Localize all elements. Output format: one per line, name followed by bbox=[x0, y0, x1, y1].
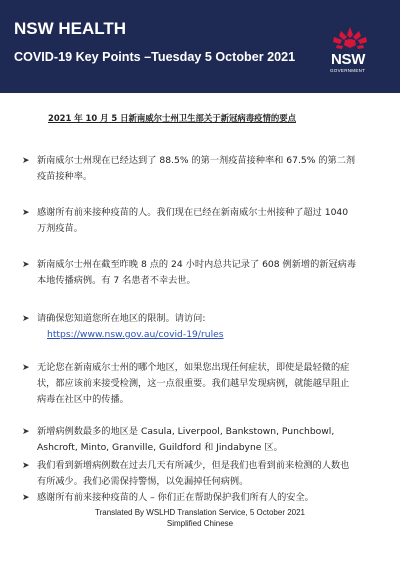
list-item-text: 无论您在新南威尔士州的哪个地区，如果您出现任何症状，即使是最轻微的症状，都应该前来接受检测，这一点很重要。我们越早发现病例，就能越早阻止病毒在社区中的传播。 bbox=[37, 362, 350, 405]
arrow-bullet-icon: ➤ bbox=[22, 363, 30, 373]
list-item-text: 请确保您知道您所在地区的限制。请访问: bbox=[37, 313, 206, 324]
header-title: NSW HEALTH bbox=[14, 19, 127, 38]
arrow-bullet-icon: ➤ bbox=[22, 156, 30, 166]
covid-rules-link[interactable]: https://www.nsw.gov.au/covid-19/rules bbox=[47, 329, 224, 340]
list-item-text: 感谢所有前来接种疫苗的人 – 你们正在帮助保护我们所有人的安全。 bbox=[37, 492, 314, 503]
header-subtitle: COVID-19 Key Points –Tuesday 5 October 2021 bbox=[14, 50, 296, 64]
arrow-bullet-icon: ➤ bbox=[22, 461, 30, 471]
footer bbox=[0, 507, 400, 529]
arrow-bullet-icon: ➤ bbox=[22, 427, 30, 437]
logo-text: NSW bbox=[331, 51, 366, 68]
footer-language: Simplified Chinese bbox=[166, 519, 234, 528]
arrow-bullet-icon: ➤ bbox=[22, 260, 30, 270]
list-item-text: 我们看到新增病例数在过去几天有所减少，但是我们也看到前来检测的人数也有所减少。我们必需保持警惕，以免漏掉任何病例。 bbox=[37, 460, 350, 487]
list-item-text: 新南威尔士州现在已经达到了 88.5% 的第一剂疫苗接种率和 67.5% 的第二剂疫苗接种率。 bbox=[37, 155, 356, 182]
list-item-text: 新南威尔士州在截至昨晚 8 点的 24 小时内总共记录了 608 例新增的新冠病毒本地传播病例。有 7 名患者不幸去世。 bbox=[37, 259, 357, 286]
document-heading: 2021 年 10 月 5 日新南威尔士州卫生部关于新冠病毒疫情的要点 bbox=[48, 113, 296, 123]
header-banner bbox=[0, 0, 400, 93]
list-item-text: 感谢所有前来接种疫苗的人。我们现在已经在新南威尔士州接种了超过 1040 万剂疫苗。 bbox=[37, 207, 349, 234]
list-item-text: 新增病例数最多的地区是 Casula, Liverpool, Bankstown, Punchbowl, Ashcroft, Minto, Granville, Guildford 和 Jindabyne 区。 bbox=[37, 426, 335, 453]
arrow-bullet-icon: ➤ bbox=[22, 314, 30, 324]
arrow-bullet-icon: ➤ bbox=[22, 493, 30, 503]
waratah-icon bbox=[325, 26, 375, 52]
arrow-bullet-icon: ➤ bbox=[22, 208, 30, 218]
logo-subtext: GOVERNMENT bbox=[330, 68, 366, 73]
footer-translation-credit: Translated By WSLHD Translation Service, 5 October 2021 bbox=[94, 508, 306, 517]
nsw-government-logo bbox=[325, 26, 375, 78]
